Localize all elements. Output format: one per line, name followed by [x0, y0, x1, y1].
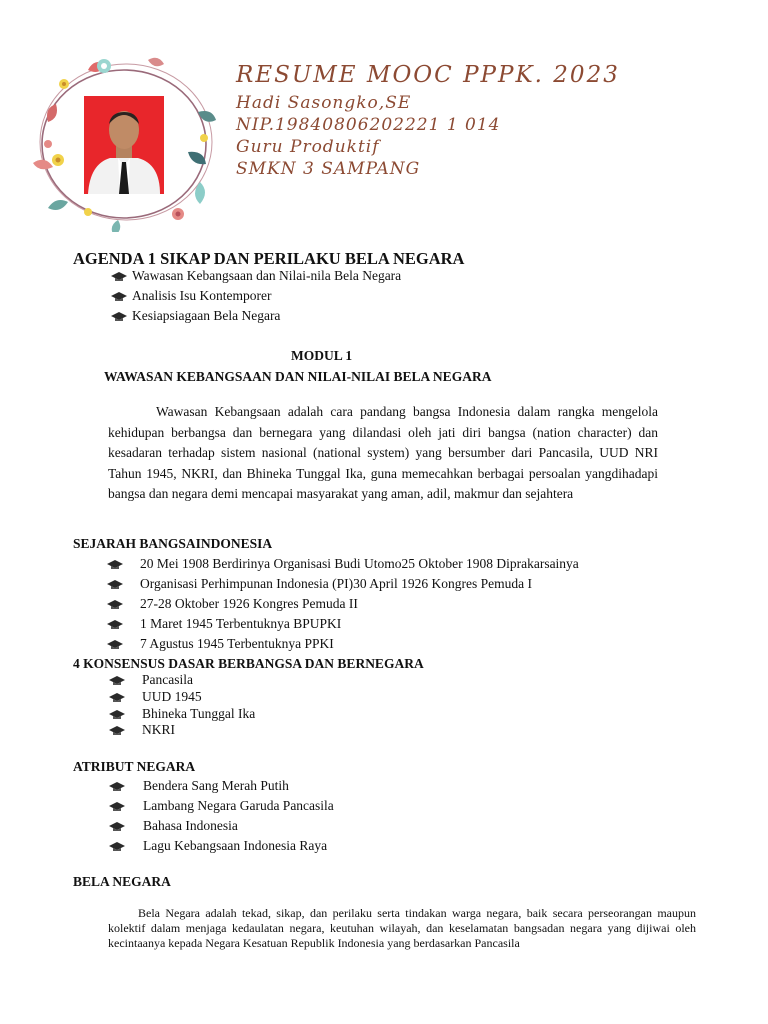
konsensus-item-label: UUD 1945 [142, 689, 202, 704]
atribut-item-label: Bendera Sang Merah Putih [143, 778, 289, 793]
sejarah-item-label: 1 Maret 1945 Terbentuknya BPUPKI [140, 616, 342, 631]
list-item [108, 706, 255, 722]
list-item [110, 288, 271, 304]
sejarah-item-label: 7 Agustus 1945 Terbentuknya PPKI [140, 636, 334, 651]
list-item [110, 268, 401, 284]
bela-negara-paragraph-text: Bela Negara adalah tekad, sikap, dan perilaku serta tindakan warga negara, baik secara perseorangan maupun kolektif dalam menjaga kedaulatan negara, keutuhan wilayah, dan keselamatan bangsadan negara yang dijiwai oleh kecintaanya kepada Negara Kesatuan Republik Indonesia yang berdasarkan Pancasila [108, 906, 696, 950]
list-item [108, 778, 289, 794]
author-name: Hadi Sasongko,SE [236, 93, 412, 113]
list-item [110, 308, 280, 324]
graduation-cap-icon [106, 556, 140, 572]
agenda-title: AGENDA 1 SIKAP DAN PERILAKU BELA NEGARA [73, 249, 465, 268]
graduation-cap-icon [106, 596, 140, 612]
modul-label: MODUL 1 [291, 348, 353, 363]
profile-photo [84, 96, 164, 194]
graduation-cap-icon [106, 576, 140, 592]
graduation-cap-icon [110, 268, 132, 284]
konsensus-item-label: NKRI [142, 722, 175, 737]
graduation-cap-icon [108, 838, 143, 854]
sejarah-item-label: 20 Mei 1908 Berdirinya Organisasi Budi Utomo25 Oktober 1908 Diprakarsainya [140, 556, 579, 571]
bela-negara-paragraph [108, 906, 696, 951]
graduation-cap-icon [110, 308, 132, 324]
konsensus-title: 4 KONSENSUS DASAR BERBANGSA DAN BERNEGARA [73, 656, 424, 671]
agenda-item-label: Kesiapsiagaan Bela Negara [132, 308, 281, 323]
modul-paragraph [108, 402, 658, 505]
graduation-cap-icon [110, 288, 132, 304]
graduation-cap-icon [108, 818, 143, 834]
author-nip: NIP.19840806202221 1 014 [236, 115, 501, 135]
list-item [106, 616, 341, 632]
agenda-item-label: Analisis Isu Kontemporer [132, 288, 272, 303]
modul-paragraph-text: Wawasan Kebangsaan adalah cara pandang bangsa Indonesia dalam rangka mengelola kehidupan berbangsa dan bernegara yang dilandasi oleh jati diri bangsa (nation character) dan kesadaran terhadap sistem nasional (national system) yang bersumber dari Pancasila, UUD NRI Tahun 1945, NKRI, dan Bhineka Tunggal Ika, guna memecahkan berbagai persoalan yangdihadapi bangsa dan negara demi mencapai masyarakat yang aman, adil, makmur dan sejahtera [108, 404, 658, 501]
konsensus-item-label: Pancasila [142, 672, 193, 687]
sejarah-item-label: 27-28 Oktober 1926 Kongres Pemuda II [140, 596, 358, 611]
graduation-cap-icon [108, 672, 142, 688]
resume-title: RESUME MOOC PPPK. 2023 [236, 62, 620, 88]
list-item [108, 689, 202, 705]
list-item [108, 818, 238, 834]
atribut-item-label: Lambang Negara Garuda Pancasila [143, 798, 334, 813]
author-school: SMKN 3 SAMPANG [236, 159, 421, 179]
list-item [108, 722, 175, 738]
atribut-item-label: Lagu Kebangsaan Indonesia Raya [143, 838, 328, 853]
list-item [108, 672, 193, 688]
author-role: Guru Produktif [236, 137, 380, 157]
list-item [106, 556, 579, 572]
graduation-cap-icon [108, 798, 143, 814]
atribut-title: ATRIBUT NEGARA [73, 759, 196, 774]
sejarah-item-label: Organisasi Perhimpunan Indonesia (PI)30 April 1926 Kongres Pemuda I [140, 576, 532, 591]
list-item [108, 798, 334, 814]
modul-subtitle: WAWASAN KEBANGSAAN DAN NILAI-NILAI BELA NEGARA [104, 369, 492, 384]
sejarah-title: SEJARAH BANGSAINDONESIA [73, 536, 273, 551]
list-item [108, 838, 327, 854]
graduation-cap-icon [106, 616, 140, 632]
konsensus-item-label: Bhineka Tunggal Ika [142, 706, 256, 721]
agenda-item-label: Wawasan Kebangsaan dan Nilai-nila Bela Negara [132, 268, 402, 283]
list-item [106, 576, 532, 592]
list-item [106, 636, 334, 652]
bela-negara-title: BELA NEGARA [73, 874, 171, 889]
graduation-cap-icon [108, 689, 142, 705]
atribut-item-label: Bahasa Indonesia [143, 818, 238, 833]
graduation-cap-icon [106, 636, 140, 652]
graduation-cap-icon [108, 722, 142, 738]
graduation-cap-icon [108, 778, 143, 794]
list-item [106, 596, 358, 612]
graduation-cap-icon [108, 706, 142, 722]
person-photo-illustration [84, 96, 164, 194]
